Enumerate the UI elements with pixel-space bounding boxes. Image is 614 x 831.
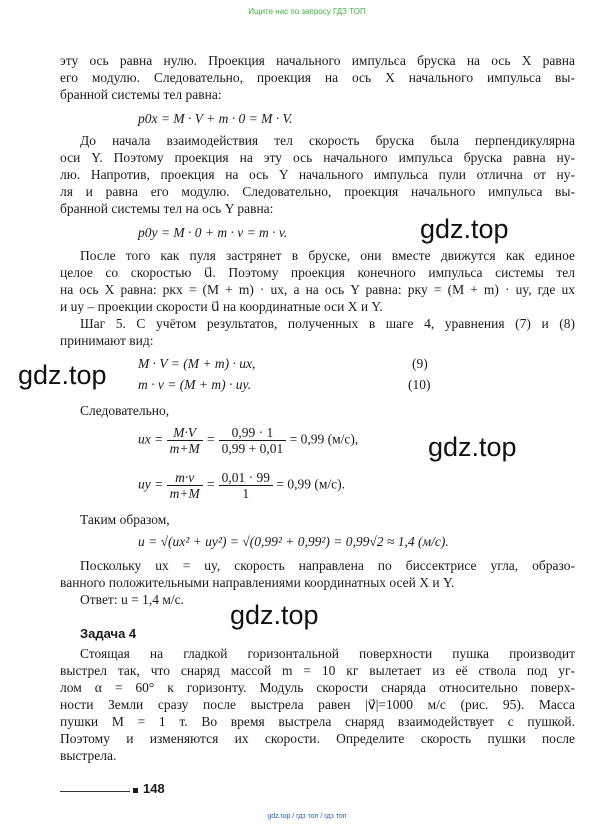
watermark: gdz.top bbox=[230, 600, 319, 630]
fraction-numerator: m·v bbox=[167, 470, 203, 486]
formula-p0x: p0x = M · V + m · 0 = M · V. bbox=[138, 111, 293, 126]
task-line: выстрела. bbox=[60, 748, 117, 763]
bottom-banner[interactable]: gdz.top / гдз топ / гдз топ bbox=[267, 813, 347, 820]
equation-9: M · V = (M + m) · ux, bbox=[138, 356, 256, 371]
text-line: лю. Напротив, проекция на ось Y начального импульса пули отлична от ну- bbox=[60, 167, 575, 182]
ux-fraction-1 bbox=[167, 425, 203, 456]
ux-lhs: ux = bbox=[138, 431, 164, 447]
task-heading: Задача 4 bbox=[80, 626, 137, 641]
formula-uy bbox=[138, 470, 345, 501]
text-line: целое со скоростью u⃗. Поэтому проекция конечного импульса системы тел bbox=[60, 265, 575, 280]
task-line: лом α = 60° к горизонту. Модуль скорости снаряда относительно поверх- bbox=[60, 680, 575, 695]
text-line: на ось X равна: pкx = (M + m) · ux, а на ось Y равна: pкy = (M + m) · uy, где ux bbox=[60, 282, 575, 297]
page-number: 148 bbox=[143, 781, 165, 796]
watermark: gdz.top bbox=[420, 214, 509, 244]
formula-ux bbox=[138, 425, 358, 456]
text-line: ля и равна его модулю. Следовательно, проекция начального импульса вы- bbox=[60, 184, 575, 199]
text-line: Следовательно, bbox=[80, 403, 170, 418]
uy-result: = 0,99 (м/с). bbox=[276, 476, 345, 492]
uy-lhs: uy = bbox=[138, 476, 164, 492]
equals-sign: = bbox=[206, 431, 216, 447]
task-line: выстрел так, что снаряд массой m = 10 кг вылетает из её ствола под уг- bbox=[60, 663, 575, 678]
equation-10-number: (10) bbox=[408, 377, 431, 392]
fraction-denominator: 1 bbox=[242, 486, 250, 501]
text-line: его модулю. Следовательно, проекция на ось X начального импульса вы- bbox=[60, 70, 575, 85]
formula-u-total: u = √(ux² + uy²) = √(0,99² + 0,99²) = 0,99√2 ≈ 1,4 (м/с). bbox=[138, 534, 449, 549]
footer-rule bbox=[60, 791, 130, 792]
fraction-denominator: m+M bbox=[169, 486, 200, 501]
ux-result: = 0,99 (м/с), bbox=[289, 431, 359, 447]
text-line: До начала взаимодействия тел скорость бруска была перпендикулярна bbox=[80, 133, 575, 148]
text-line: ванного положительными направлениями координатных осей X и Y. bbox=[60, 575, 455, 590]
task-line: пушки M = 1 т. Во время выстрела снаряд взаимодействует с пушкой. bbox=[60, 714, 575, 729]
text-line: принимают вид: bbox=[60, 333, 154, 348]
equation-10: m · v = (M + m) · uy. bbox=[138, 377, 252, 392]
text-line: оси Y. Поэтому проекция на эту ось начального импульса бруска равна ну- bbox=[60, 150, 575, 165]
footer-marker bbox=[133, 788, 138, 793]
task-line: Поэтому и изменяются их скорости. Определите скорость пушки после bbox=[60, 731, 575, 746]
task-line: Стоящая на гладкой горизонтальной поверхности пушка производит bbox=[80, 646, 575, 661]
formula-p0y: p0y = M · 0 + m · v = m · v. bbox=[138, 225, 288, 240]
uy-fraction-2 bbox=[219, 470, 273, 501]
text-line: Таким образом, bbox=[80, 512, 170, 527]
text-line: и uy – проекции скорости u⃗ на координатные оси X и Y. bbox=[60, 299, 383, 314]
text-line: После того как пуля застрянет в бруске, они вместе движутся как единое bbox=[80, 248, 575, 263]
ux-fraction-2 bbox=[219, 425, 287, 456]
text-line: бранной системы тел на ось Y равна: bbox=[60, 201, 274, 216]
fraction-numerator: 0,99 · 1 bbox=[219, 425, 287, 441]
step-5-line: Шаг 5. С учётом результатов, полученных в шаге 4, уравнения (7) и (8) bbox=[80, 316, 575, 331]
equation-9-number: (9) bbox=[412, 356, 428, 371]
task-line: ности Земли сразу после выстрела равен |v⃗|=1000 м/с (рис. 95). Масса bbox=[60, 697, 575, 712]
uy-fraction-1 bbox=[167, 470, 203, 501]
text-line: Поскольку ux = uy, скорость направлена по биссектрисе угла, образо- bbox=[80, 558, 575, 573]
fraction-numerator: M·V bbox=[167, 425, 203, 441]
text-line: бранной системы тел равна: bbox=[60, 87, 222, 102]
top-banner[interactable]: Ищите нас по запросу ГДЗ ТОП bbox=[248, 7, 366, 16]
text-line: эту ось равна нулю. Проекция начального импульса бруска на ось X равна bbox=[60, 53, 575, 68]
watermark: gdz.top bbox=[428, 432, 517, 462]
watermark: gdz.top bbox=[18, 360, 107, 390]
fraction-denominator: m+M bbox=[169, 441, 200, 456]
fraction-numerator: 0,01 · 99 bbox=[219, 470, 273, 486]
equals-sign: = bbox=[206, 476, 216, 492]
answer-line: Ответ: u = 1,4 м/с. bbox=[80, 592, 184, 607]
fraction-denominator: 0,99 + 0,01 bbox=[221, 441, 284, 456]
